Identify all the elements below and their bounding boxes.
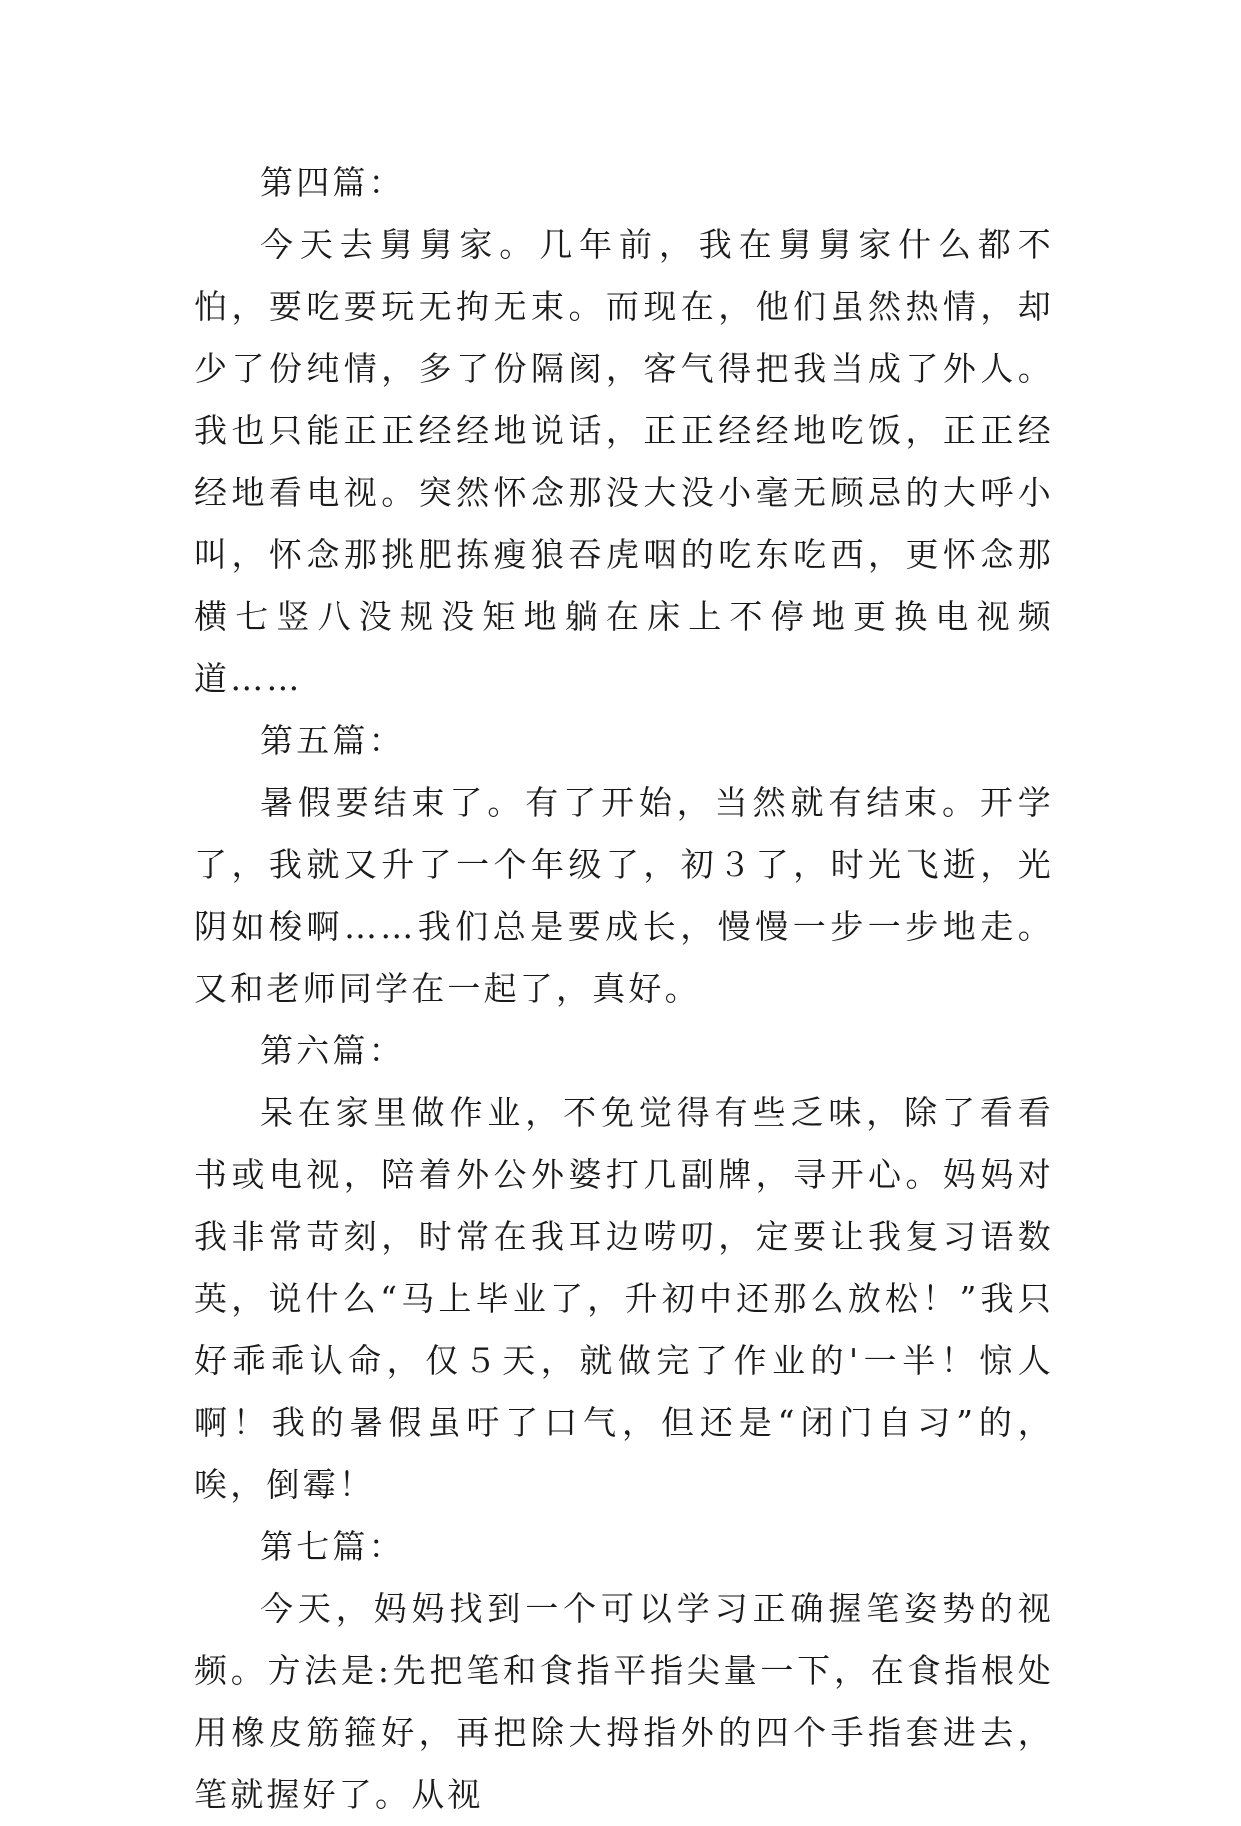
section-heading: 第七篇： xyxy=(260,1527,405,1566)
section-heading: 第四篇： xyxy=(260,163,405,202)
section-heading: 第五篇： xyxy=(260,721,405,760)
section-heading: 第六篇： xyxy=(260,1031,405,1070)
section-paragraph: 呆在家里做作业，不免觉得有些乏味，除了看看书或电视，陪着外公外婆打几副牌，寻开心。妈妈对我非常苛刻，时常在我耳边唠叨，定要让我复习语数英，说什么“马上毕业了，升初中还那么放松！”我只好乖乖认命，仅５天，就做完了作业的'一半！惊人啊！我的暑假虽吁了口气，但还是“闭门自习”的，唉，倒霉！ xyxy=(194,1093,1054,1504)
document-body xyxy=(194,152,1054,1826)
section-paragraph: 今天，妈妈找到一个可以学习正确握笔姿势的视频。方法是:先把笔和食指平指尖量一下，在食指根处用橡皮筋箍好，再把除大拇指外的四个手指套进去，笔就握好了。从视 xyxy=(194,1589,1054,1814)
section-paragraph: 暑假要结束了。有了开始，当然就有结束。开学了，我就又升了一个年级了，初３了，时光飞逝，光阴如梭啊……我们总是要成长，慢慢一步一步地走。又和老师同学在一起了，真好。 xyxy=(194,783,1054,1008)
section-paragraph: 今天去舅舅家。几年前，我在舅舅家什么都不怕，要吃要玩无拘无束。而现在，他们虽然热情，却少了份纯情，多了份隔阂，客气得把我当成了外人。我也只能正正经经地说话，正正经经地吃饭，正正经经地看电视。突然怀念那没大没小毫无顾忌的大呼小叫，怀念那挑肥拣瘦狼吞虎咽的吃东吃西，更怀念那横七竖八没规没矩地躺在床上不停地更换电视频道…… xyxy=(194,225,1054,698)
